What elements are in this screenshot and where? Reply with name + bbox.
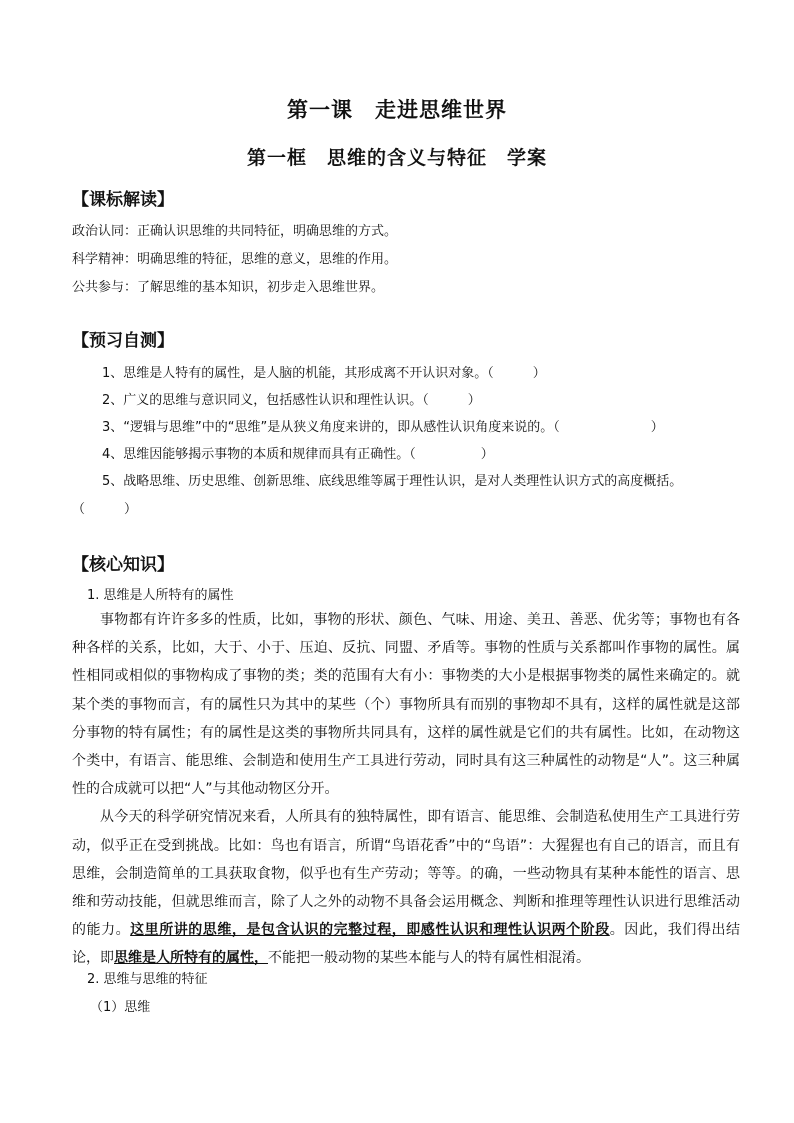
objective-item: 科学精神：明确思维的特征，思维的意义，思维的作用。 [72, 252, 398, 267]
preview-question: 5、战略思维、历史思维、创新思维、底线思维等属于理性认识，是对人类理性认识方式的高度概括。 [102, 474, 683, 489]
core-point-1: 1. 思维是人所特有的属性 [87, 588, 234, 603]
core-paragraph-2 [72, 803, 740, 972]
lesson-subtitle: 第一框 思维的含义与特征 学案 [246, 147, 547, 169]
paragraph-text: 不能把一般动物的某些本能与人的特有属性相混淆。 [268, 950, 590, 967]
core-point-2-1: （1）思维 [90, 1000, 151, 1015]
preview-question: 1、思维是人特有的属性，是人脑的机能，其形成离不开认识对象。（ ） [102, 366, 546, 381]
core-heading: 【核心知识】 [72, 555, 174, 575]
objectives-heading: 【课标解读】 [72, 190, 174, 210]
preview-question-answer-blank: （ ） [72, 502, 138, 517]
objective-item: 公共参与：了解思维的基本知识，初步走入思维世界。 [72, 280, 385, 295]
paragraph-text: 。因此，我们得出结论，即 [72, 922, 741, 967]
preview-question: 4、思维因能够揭示事物的本质和规律而具有正确性。（ ） [102, 447, 494, 462]
preview-question: 2、广义的思维与意识同义，包括感性认识和理性认识。（ ） [102, 393, 481, 408]
emphasis-underlined: 思维是人所特有的属性， [114, 950, 268, 967]
lesson-title: 第一课 走进思维世界 [287, 98, 507, 122]
core-paragraph-1: 事物都有许许多多的性质，比如，事物的形状、颜色、气味、用途、美丑、善恶、优劣等；事物也有各种各样的关系，比如，大于、小于、压迫、反抗、同盟、矛盾等。事物的性质与关系都叫作事物的属性。属性相同或相似的事物构成了事物的类；类的范围有大有小：事物类的大小是根据事物类的属性来确定的。就某个类的事物而言，有的属性只为其中的某些（个）事物所具有而别的事物却不具有，这样的属性就是这部分事物的特有属性；有的属性是这类的事物所共同具有，这样的属性就是它们的共有属性。比如，在动物这个类中，有语言、能思维、会制造和使用生产工具进行劳动，同时具有这三种属性的动物是“人”。这三种属性的合成就可以把“人”与其他动物区分开。 [72, 612, 740, 798]
core-body [72, 606, 740, 973]
core-point-2: 2. 思维与思维的特征 [87, 972, 208, 987]
objective-item: 政治认同：正确认识思维的共同特征，明确思维的方式。 [72, 224, 398, 239]
paragraph-text: 从今天的科学研究情况来看，人所具有的独特属性，即有语言、能思维、会制造私使用生产工具进行劳动，似乎正在受到挑战。比如：鸟也有语言，所谓“鸟语花香”中的“鸟语”：大猩猩也有自己的语言，而且有思维，会制造简单的工具获取食物，似乎也有生产劳动；等等。的确，一些动物具有某种本能性的语言、思维和劳动技能，但就思维而言，除了人之外的动物不具备会运用概念、判断和推理等理性认识进行思维活动的能力。 [72, 809, 740, 939]
preview-heading: 【预习自测】 [72, 331, 174, 351]
preview-question: 3、“逻辑与思维”中的“思维”是从狭义角度来讲的，即从感性认识角度来说的。（ ） [102, 420, 664, 435]
emphasis-underlined: 这里所讲的思维，是包含认识的完整过程，即感性认识和理性认识两个阶段 [130, 922, 610, 939]
